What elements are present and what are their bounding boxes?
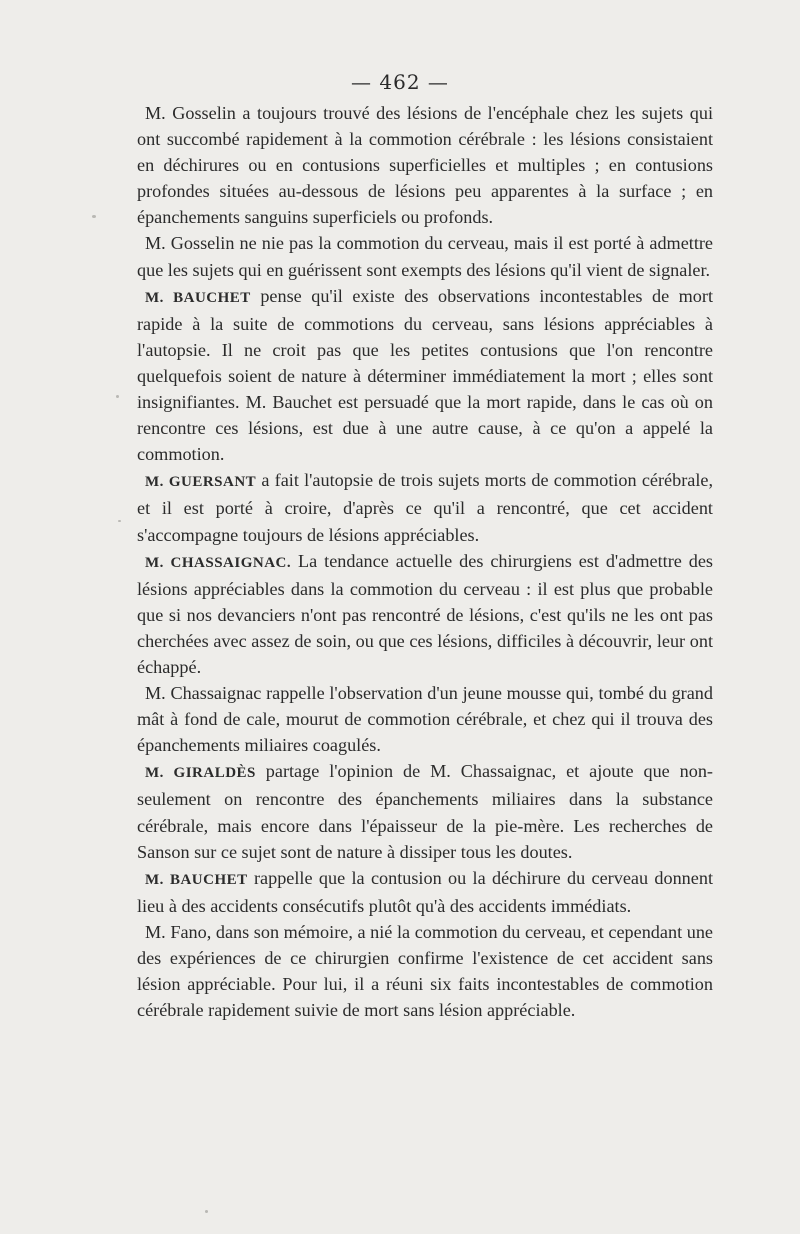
paragraph-9 (137, 919, 713, 1023)
paragraph-1 (137, 100, 713, 230)
paragraph-text: rappelle que la contusion ou la déchirure du cerveau donnent lieu à des accidents consécutifs plutôt qu'à des accidents immédiats. (137, 867, 713, 916)
body-text (137, 100, 713, 1023)
speaker-name: M. BAUCHET (145, 871, 248, 888)
paper-speck (92, 215, 96, 218)
paragraph-text: La tendance actuelle des chirurgiens est d'admettre des lésions appréciables dans la commotion du cerveau : il est plus que probable que si nos devanciers n'ont pas rencontré de lésions, c'est qu'ils ne les ont pas cherchées avec assez de soin, ou que ces lésions, difficiles à découvrir, leur ont échappé. (137, 550, 713, 677)
paragraph-8 (137, 865, 713, 919)
paragraph-text: M. Chassaignac rappelle l'observation d'un jeune mousse qui, tombé du grand mât à fond de cale, mourut de commotion cérébrale, et chez qui il trouva des épanchements miliaires coagulés. (137, 683, 713, 756)
speaker-name: M. CHASSAIGNAC. (145, 554, 292, 571)
paper-speck (118, 520, 121, 522)
speaker-name: M. GIRALDÈS (145, 765, 256, 782)
speaker-name: M. BAUCHET (145, 289, 251, 306)
paragraph-6 (137, 680, 713, 758)
paper-speck (116, 395, 119, 398)
paragraph-text: M. Gosselin a toujours trouvé des lésions de l'encéphale chez les sujets qui ont succombé rapidement à la commotion cérébrale : les lésions consistaient en déchirures ou en contusions superficielles et multiples ; en contusions profondes situées au-dessous de lésions peu apparentes à la surface ; en épanchements sanguins superficiels ou profonds. (137, 103, 713, 228)
speaker-name: M. GUERSANT (145, 474, 257, 491)
paragraph-4 (137, 467, 713, 547)
page-number: — 462 — (351, 70, 449, 94)
paragraph-text: M. Fano, dans son mémoire, a nié la commotion du cerveau, et cependant une des expériences de ce chirurgien confirme l'existence de cet accident sans lésion appréciable. Pour lui, il a réuni six faits incontestables de commotion cérébrale rapidement suivie de mort sans lésion appréciable. (137, 921, 713, 1021)
paragraph-3 (137, 283, 713, 468)
paragraph-5 (137, 548, 713, 680)
paragraph-2 (137, 230, 713, 282)
paragraph-text: a fait l'autopsie de trois sujets morts de commotion cérébrale, et il est porté à croire, d'après ce qu'il a rencontré, que cet accident s'accompagne toujours de lésions appréciables. (137, 470, 713, 545)
paragraph-7 (137, 758, 713, 864)
paragraph-text: partage l'opinion de M. Chassaignac, et ajoute que non-seulement on rencontre des épanchements miliaires dans la substance cérébrale, mais encore dans l'épaisseur de la pie-mère. Les recherches de Sanson sur ce sujet sont de nature à dissiper tous les doutes. (137, 761, 713, 862)
paragraph-text: M. Gosselin ne nie pas la commotion du cerveau, mais il est porté à admettre que les sujets qui en guérissent sont exempts des lésions qu'il vient de signaler. (137, 233, 713, 280)
paragraph-text: pense qu'il existe des observations incontestables de mort rapide à la suite de commotions du cerveau, sans lésions appréciables à l'autopsie. Il ne croit pas que les petites contusions que l'on rencontre quelquefois soient de nature à déterminer immédiatement la mort ; elles sont insignifiantes. M. Bauchet est persuadé que la mort rapide, dans le cas où on rencontre ces lésions, est due à une autre cause, à ce qu'on a appelé la commotion. (137, 285, 713, 465)
paper-speck (205, 1210, 208, 1213)
